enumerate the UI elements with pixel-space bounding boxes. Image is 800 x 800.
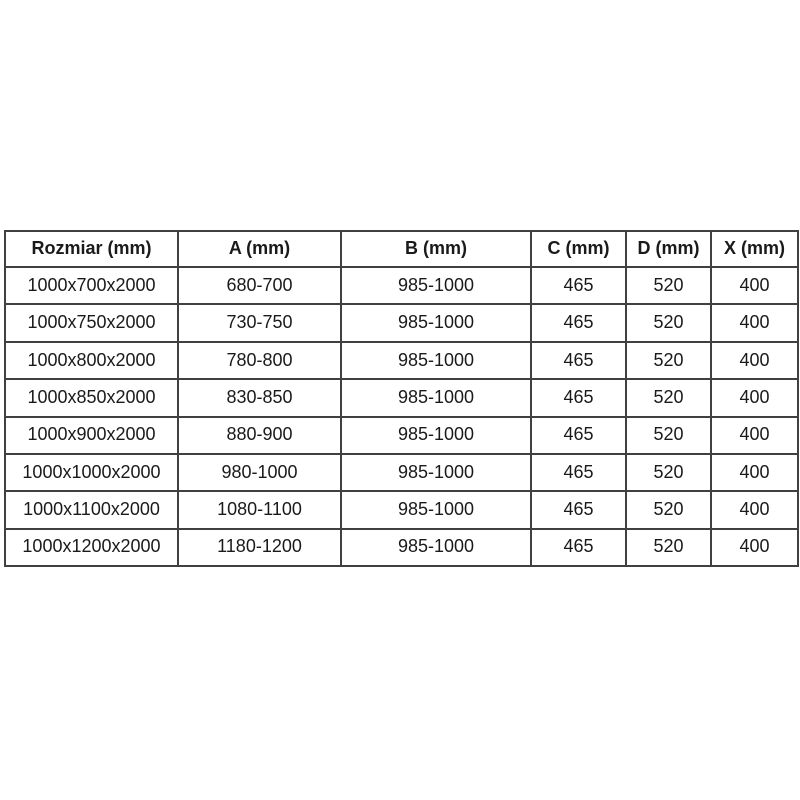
table-cell: 1000x900x2000 xyxy=(5,417,178,454)
table-cell: 680-700 xyxy=(178,267,341,304)
header-cell-rozmiar: Rozmiar (mm) xyxy=(5,231,178,267)
table-cell: 1000x1000x2000 xyxy=(5,454,178,491)
table-cell: 880-900 xyxy=(178,417,341,454)
table-cell: 1000x1200x2000 xyxy=(5,529,178,566)
table-row xyxy=(5,417,798,454)
table-cell: 400 xyxy=(711,454,798,491)
header-cell-a: A (mm) xyxy=(178,231,341,267)
table-cell: 465 xyxy=(531,454,626,491)
table-cell: 985-1000 xyxy=(341,267,531,304)
table-cell: 1180-1200 xyxy=(178,529,341,566)
table-cell: 980-1000 xyxy=(178,454,341,491)
table-row xyxy=(5,379,798,416)
table-cell: 520 xyxy=(626,267,711,304)
table-cell: 520 xyxy=(626,379,711,416)
table-row xyxy=(5,342,798,379)
header-cell-d: D (mm) xyxy=(626,231,711,267)
table-cell: 400 xyxy=(711,304,798,341)
header-cell-b: B (mm) xyxy=(341,231,531,267)
table-cell: 465 xyxy=(531,342,626,379)
table-cell: 520 xyxy=(626,454,711,491)
table-cell: 830-850 xyxy=(178,379,341,416)
table-cell: 465 xyxy=(531,417,626,454)
size-table xyxy=(4,230,799,567)
table-cell: 985-1000 xyxy=(341,417,531,454)
table-cell: 400 xyxy=(711,491,798,528)
header-cell-c: C (mm) xyxy=(531,231,626,267)
table-cell: 1080-1100 xyxy=(178,491,341,528)
table-cell: 400 xyxy=(711,417,798,454)
table-cell: 520 xyxy=(626,529,711,566)
table-cell: 985-1000 xyxy=(341,491,531,528)
table-cell: 730-750 xyxy=(178,304,341,341)
table-cell: 985-1000 xyxy=(341,454,531,491)
table-cell: 400 xyxy=(711,529,798,566)
table-cell: 985-1000 xyxy=(341,529,531,566)
table-cell: 465 xyxy=(531,304,626,341)
table-cell: 465 xyxy=(531,379,626,416)
table-cell: 520 xyxy=(626,304,711,341)
table-cell: 465 xyxy=(531,491,626,528)
table-cell: 465 xyxy=(531,267,626,304)
table-cell: 520 xyxy=(626,491,711,528)
table-row xyxy=(5,304,798,341)
table-row xyxy=(5,529,798,566)
table-cell: 520 xyxy=(626,417,711,454)
table-cell: 780-800 xyxy=(178,342,341,379)
table-cell: 1000x750x2000 xyxy=(5,304,178,341)
table-cell: 400 xyxy=(711,342,798,379)
table-row xyxy=(5,491,798,528)
table-cell: 1000x800x2000 xyxy=(5,342,178,379)
table-row xyxy=(5,454,798,491)
table-header xyxy=(5,231,798,267)
table-cell: 465 xyxy=(531,529,626,566)
table-cell: 985-1000 xyxy=(341,342,531,379)
table-cell: 400 xyxy=(711,267,798,304)
table-cell: 985-1000 xyxy=(341,379,531,416)
header-row xyxy=(5,231,798,267)
table-row xyxy=(5,267,798,304)
table-cell: 1000x700x2000 xyxy=(5,267,178,304)
table-cell: 400 xyxy=(711,379,798,416)
table-body xyxy=(5,267,798,566)
table-cell: 520 xyxy=(626,342,711,379)
table-cell: 1000x850x2000 xyxy=(5,379,178,416)
header-cell-x: X (mm) xyxy=(711,231,798,267)
table-cell: 985-1000 xyxy=(341,304,531,341)
table-cell: 1000x1100x2000 xyxy=(5,491,178,528)
